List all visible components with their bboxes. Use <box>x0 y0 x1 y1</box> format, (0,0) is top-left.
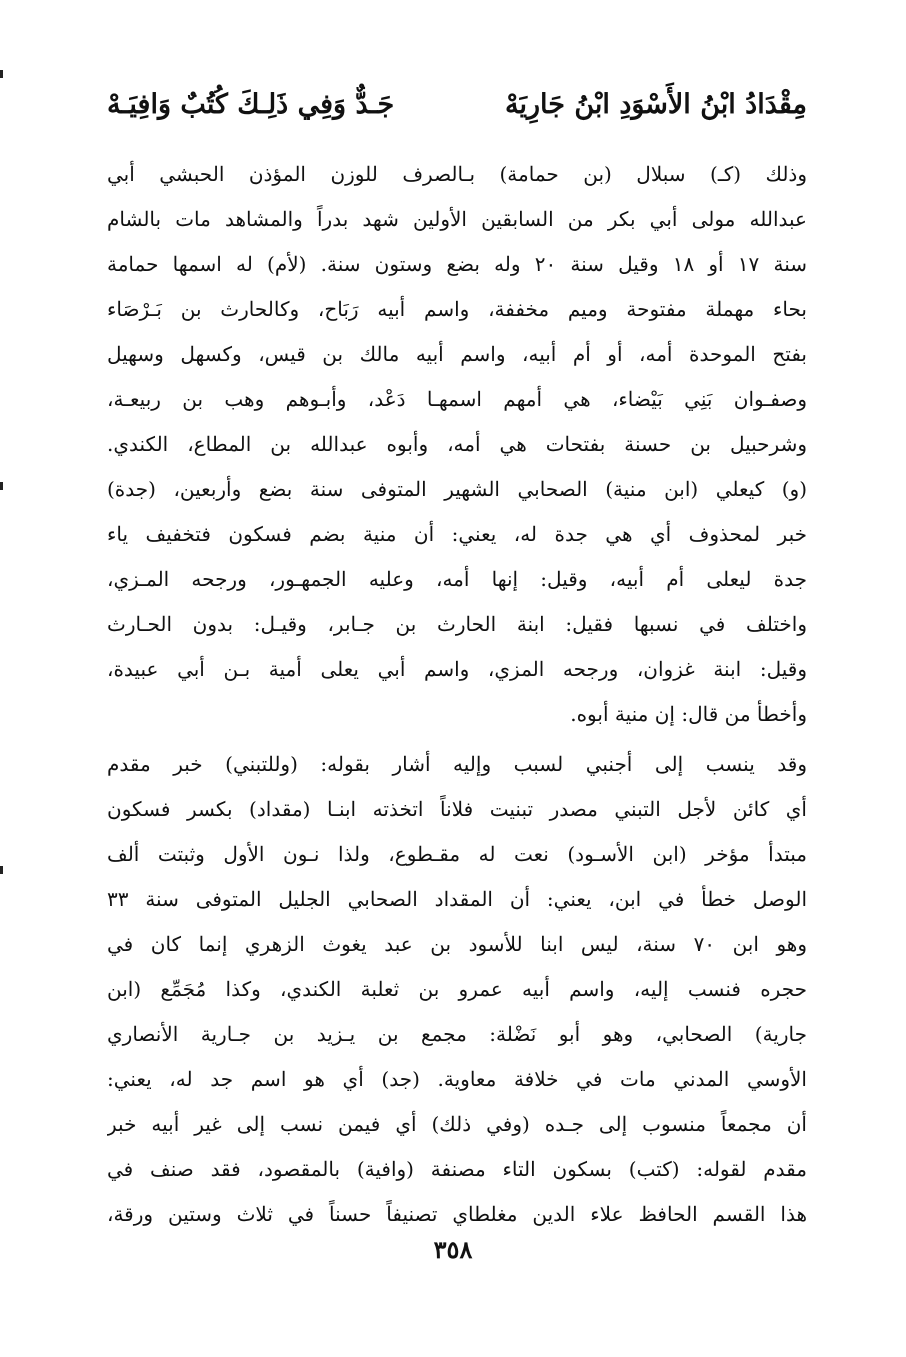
text-line: عبدالله مولى أبي بكر من السابقين الأولين شهد بدراً والمشاهد مات بالشام <box>107 207 807 231</box>
text-line: خبر لمحذوف أي هي جدة له، يعني: أن منية بضم فسكون فتخفيف ياء <box>107 522 807 546</box>
commentary-paragraph-2 <box>107 742 807 1237</box>
text-line: بحاء مهملة مفتوحة وميم مخففة، واسم أبيه رَبَاح، وكالحارث بن بَـرْصَاء <box>107 297 807 321</box>
text-line: جدة ليعلى أم أبيه، وقيل: إنها أمه، وعليه الجمهـور، ورجحه المـزي، <box>107 567 807 591</box>
verse-second-hemistich: جَـدٌّ وَفِي ذَلِـكَ كُتُبٌ وَافِيَـهْ <box>107 89 395 120</box>
verse-header <box>107 80 807 130</box>
text-line: وهو ابن ٧٠ سنة، ليس ابنا للأسود بن عبد يغوث الزهري إنما كان في <box>107 932 807 956</box>
text-line: حجره فنسب إليه، واسم أبيه عمرو بن ثعلبة الكندي، وكذا مُجَمِّع (ابن <box>107 977 807 1001</box>
text-line: أي كائن لأجل التبني مصدر تبنيت فلاناً اتخذته ابنـا (مقداد) بكسر فسكون <box>107 797 807 821</box>
text-line: هذا القسم الحافظ علاء الدين مغلطاي تصنيفاً حسناً في ثلاث وستين ورقة، <box>107 1202 807 1226</box>
margin-mark <box>0 866 3 874</box>
text-line: سنة ١٧ أو ١٨ وقيل سنة ٢٠ وله بضع وستون سنة. (لأم) له اسمها حمامة <box>107 252 807 276</box>
text-line: وصفـوان بَنِي بَيْضاء، هي أمهم اسمهـا دَعْد، وأبـوهم وهب بن ربيعـة، <box>107 387 807 411</box>
text-line: وذلك (كـ) سبلال (بن حمامة) بـالصرف للوزن المؤذن الحبشي أبي <box>107 162 807 186</box>
margin-mark <box>0 482 3 490</box>
text-line: واختلف في نسبها فقيل: ابنة الحارث بن جـابر، وقيـل: بدون الحـارث <box>107 612 807 636</box>
text-line: جارية) الصحابي، وهو أبو نَضْلة: مجمع بن يـزيد بن جـارية الأنصاري <box>107 1022 807 1046</box>
text-line: وأخطأ من قال: إن منية أبوه. <box>570 702 807 726</box>
text-line: وشرحبيل بن حسنة بفتحات هي أمه، وأبوه عبدالله بن المطاع، الكندي. <box>107 432 807 456</box>
text-line: الوصل خطأ في ابن، يعني: أن المقداد الصحابي الجليل المتوفى سنة ٣٣ <box>107 887 807 911</box>
commentary-paragraph-1 <box>107 152 807 737</box>
text-line: وقد ينسب إلى أجنبي لسبب وإليه أشار بقوله: (وللتبني) خبر مقدم <box>107 752 807 776</box>
text-line: بفتح الموحدة أمه، أو أم أبيه، واسم أبيه مالك بن قيس، وكسهل وسهيل <box>107 342 807 366</box>
text-line: وقيل: ابنة غزوان، ورجحه المزي، واسم أبي يعلى أمية بـن أبي عبيدة، <box>107 657 807 681</box>
text-line: أن مجمعاً منسوب إلى جـده (وفي ذلك) أي فيمن نسب إلى غير أبيه خبر <box>107 1112 807 1136</box>
text-line: مبتدأ مؤخر (ابن الأسـود) نعت له مقـطوع، ولذا نـون الأول وثبتت ألف <box>107 842 807 866</box>
text-line: الأوسي المدني مات في خلافة معاوية. (جد) أي هو اسم جد له، يعني: <box>107 1067 807 1091</box>
text-line: مقدم لقوله: (كتب) بسكون التاء مصنفة (وافية) بالمقصود، فقد صنف في <box>107 1157 807 1181</box>
text-line: (و) كيعلي (ابن منية) الصحابي الشهير المتوفى سنة بضع وأربعين، (جدة) <box>107 477 807 501</box>
page-number: ٣٥٨ <box>433 1235 473 1264</box>
margin-mark <box>0 70 3 78</box>
verse-first-hemistich: مِقْدَادُ ابْنُ الأَسْوَدِ ابْنُ جَارِيَهْ <box>505 89 807 120</box>
